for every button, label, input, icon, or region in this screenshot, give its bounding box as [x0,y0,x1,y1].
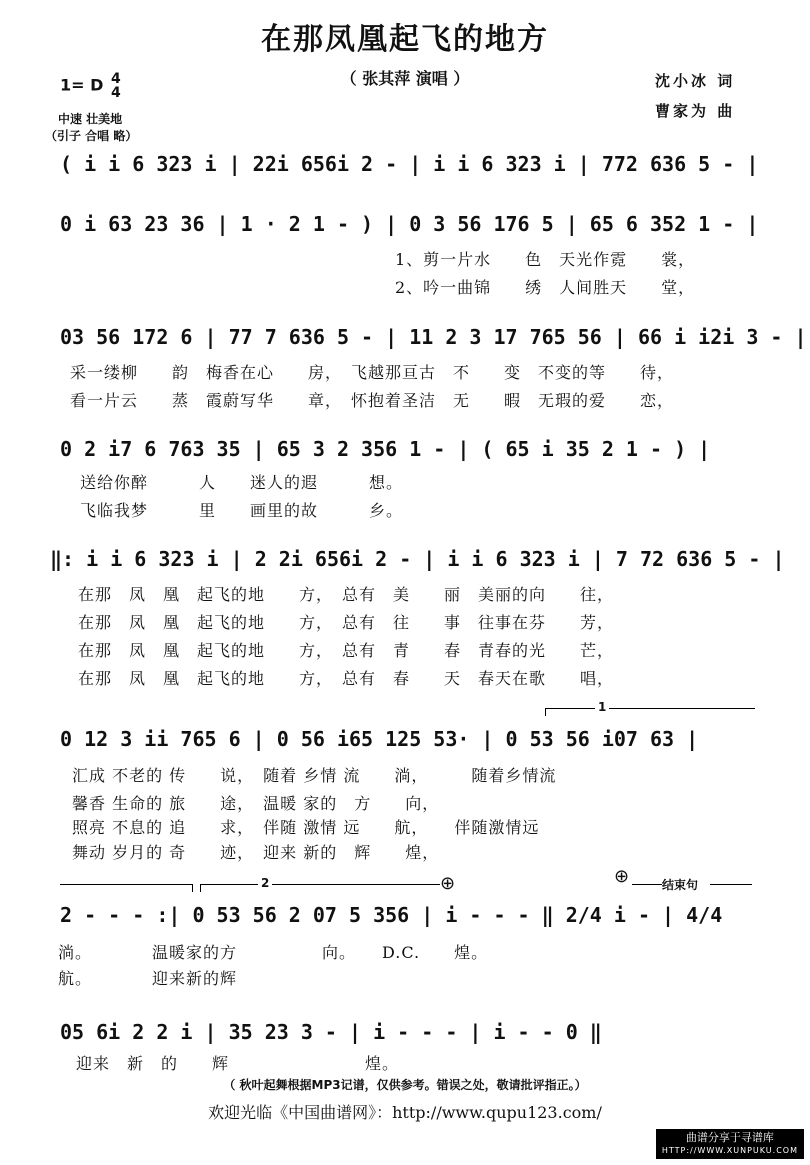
lyric-line-3-1: 采一缕柳 韵 梅香在心 房， 飞越那亘古 不 变 不变的等 待， [70,363,675,382]
coda-label: 结束句 [662,878,699,892]
volta-1-continuation [60,884,192,885]
time-signature-bottom: 4 [110,85,121,101]
lyric-line-5-3: 在那 凤 凰 起飞的地 方， 总有 青 春 青春的光 芒， [78,641,615,660]
key-signature-text: 1= D [60,75,104,95]
intro-note: （引子 合唱 略） [45,129,138,143]
coda-line-left [632,884,662,885]
time-signature [111,72,121,100]
lyric-line-5-2: 在那 凤 凰 起飞的地 方， 总有 往 事 往事在芬 芳， [78,613,615,632]
lyric-line-5-4: 在那 凤 凰 起飞的地 方， 总有 春 天 春天在歌 唱， [78,669,615,688]
tempo-marking: 中速 壮美地 [58,112,123,126]
song-title: 在那凤凰起飞的地方 [261,22,549,57]
coda-line-right [710,884,752,885]
lyric-line-7-2: 航。 迎来新的辉 [58,969,238,988]
volta-1-bracket [545,708,755,709]
time-signature-top: 4 [110,71,121,87]
lyric-line-4-2: 飞临我梦 里 画里的故 乡。 [80,501,404,520]
lyric-line-4-1: 送给你醉 人 迷人的遐 想。 [80,473,404,492]
music-line-8: 05 6i 2 2 i | 35 23 3 - | i - - - | i - - 0 ‖ [60,1020,602,1044]
volta-1-tick [545,708,546,716]
volta-2-bracket [200,884,440,885]
lyric-line-6-4: 舞动 岁月的 奇 迹， 迎来 新的 辉 煌， [72,843,440,862]
lyric-line-2-1: 1、剪一片水 色 天光作霓 裳， [395,250,696,269]
lyric-line-6-2: 馨香 生命的 旅 途， 温暖 家的 方 向， [72,794,440,813]
music-line-7: 2 - - - :| 0 53 56 2 07 5 356 | i - - - ‖ 2/4 i - | 4/4 [60,903,723,927]
volta-2-tick [200,884,201,892]
watermark-main: 曲谱分享于寻谱库 [685,1131,774,1144]
footnote: （ 秋叶起舞根据MP3记谱，仅供参考。错误之处，敬请批评指正。） [223,1078,587,1092]
lyric-line-3-2: 看一片云 蒸 霞蔚写华 章， 怀抱着圣洁 无 暇 无瑕的爱 恋， [70,391,675,410]
welcome-text: 欢迎光临《中国曲谱网》：http://www.qupu123.com/ [208,1103,602,1122]
volta-2-label: 2 [258,876,272,890]
music-line-5: ‖: i i 6 323 i | 2 2i 656i 2 - | i i 6 323 i | 7 72 636 5 - | [50,547,785,571]
coda-sign-icon: ⊕ [440,873,456,894]
lyricist-credit: 沈小冰 词 [655,72,736,90]
volta-1-end-tick [192,884,193,892]
key-signature [60,72,121,100]
music-line-4: 0 2 i7 6 763 35 | 65 3 2 356 1 - | ( 65 i 35 2 1 - ) | [60,437,711,461]
watermark-badge [656,1129,804,1159]
composer-credit: 曹家为 曲 [655,102,736,120]
volta-1-label: 1 [595,700,609,714]
lyric-line-6-3: 照亮 不息的 追 求， 伴随 激情 远 航， 伴随激情远 [72,818,540,837]
lyric-line-5-1: 在那 凤 凰 起飞的地 方， 总有 美 丽 美丽的向 往， [78,585,615,604]
music-line-6: 0 12 3 ii 765 6 | 0 56 i65 125 53· | 0 53 56 i07 63 | [60,727,699,751]
singer-credit: （ 张其萍 演唱 ） [340,69,470,88]
lyric-line-6-1: 汇成 不老的 传 说， 随着 乡情 流 淌， 随着乡情流 [72,766,557,785]
music-line-2: 0 i 63 23 36 | 1 · 2 1 - ) | 0 3 56 176 5 | 65 6 352 1 - | [60,212,759,236]
music-line-1: ( i i 6 323 i | 22i 656i 2 - | i i 6 323 i | 772 636 5 - | [60,152,759,176]
coda-sign-icon-2: ⊕ [614,866,630,887]
lyric-line-7-1: 淌。 温暖家的方 向。 D.C. 煌。 [58,943,489,962]
music-line-3: 03 56 172 6 | 77 7 636 5 - | 11 2 3 17 765 56 | 66 i i2i 3 - | [60,325,807,349]
lyric-line-8-1: 迎来 新 的 辉 煌。 [76,1054,400,1073]
watermark-url: HTTP://WWW.XUNPUKU.COM [661,1146,798,1155]
lyric-line-2-2: 2、吟一曲锦 绣 人间胜天 堂， [395,278,696,297]
